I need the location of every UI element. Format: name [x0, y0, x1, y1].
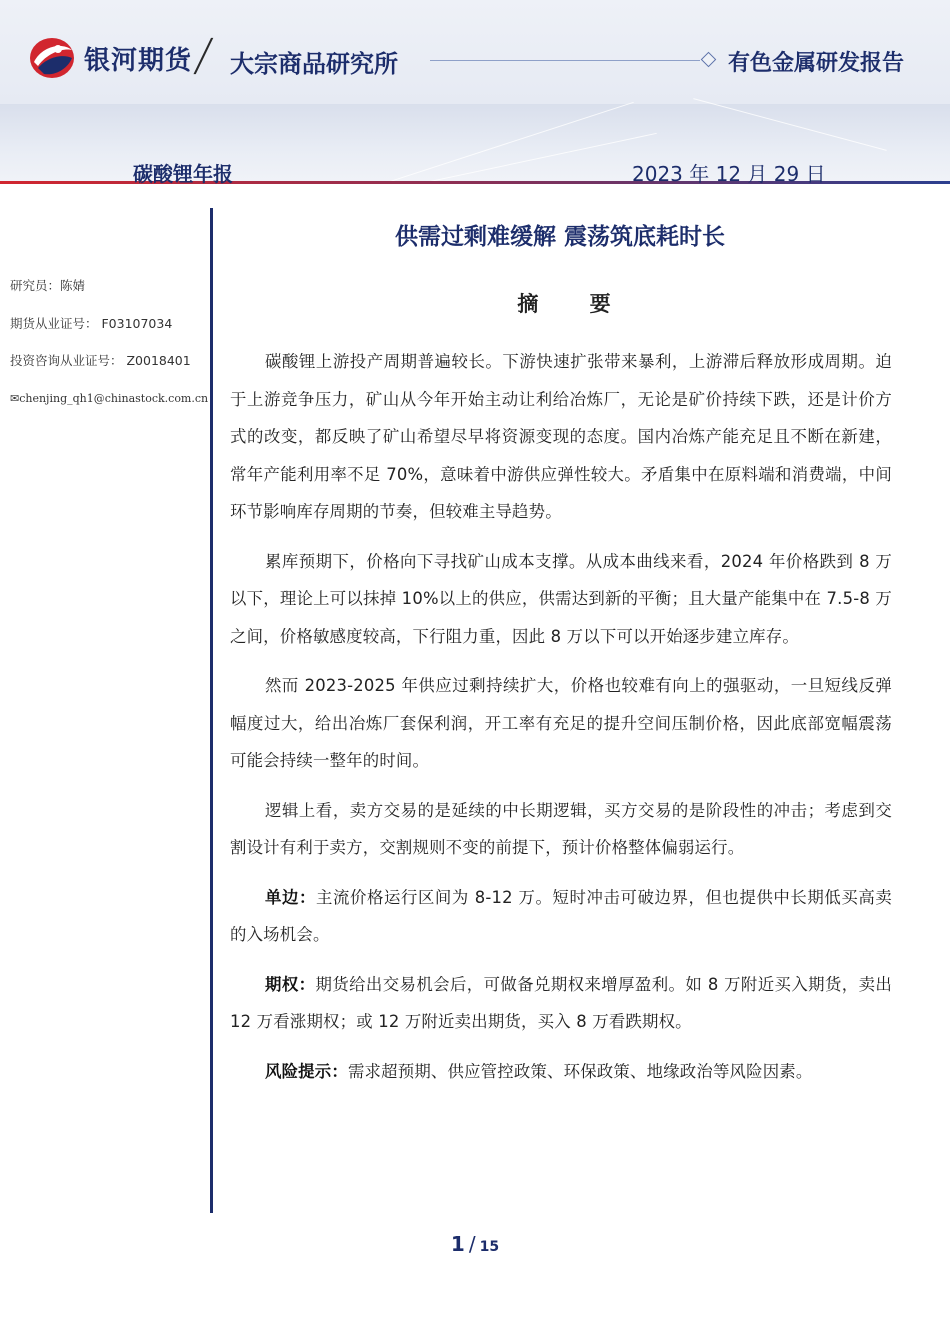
paragraph-label: 期权： — [265, 974, 316, 994]
paragraph-options: 期权：期货给出交易机会后，可做备兑期权来增厚盈利。如 8 万附近买入期货，卖出 12 万看涨期权；或 12 万附近卖出期货，买入 8 万看跌期权。 — [230, 974, 892, 1031]
researcher: 研究员：陈婧 — [10, 278, 86, 293]
galaxy-logo-icon — [28, 36, 76, 80]
institute-name: 大宗商品研究所 — [230, 50, 398, 78]
header-slash: / — [191, 30, 216, 81]
paragraph: 逻辑上看，卖方交易的是延续的中长期逻辑，买方交易的是阶段性的冲击；考虑到交割设计有利于卖方，交割规则不变的前提下，预计价格整体偏弱运行。 — [230, 800, 892, 857]
paragraph: 然而 2023-2025 年供应过剩持续扩大，价格也较难有向上的强驱动，一旦短线反弹幅度过大，给出冶炼厂套保利润，开工率有充足的提升空间压制价格，因此底部宽幅震荡可能会持续一整年的时间。 — [230, 676, 892, 770]
report-type: 有色金属研发报告 — [728, 51, 905, 76]
paragraph: 碳酸锂上游投产周期普遍较长。下游快速扩张带来暴利，上游滞后释放形成周期。迫于上游竞争压力，矿山从今年开始主动让利给冶炼厂，无论是矿价持续下跌，还是计价方式的改变，都反映了矿山希望尽早将资源变现的态度。国内冶炼产能充足且不断在新建，常年产能利用率不足 70%，意味着中游供应弹性较大。矛盾集中在原料端和消费端，中间环节影响库存周期的节奏，但较难主导趋势。 — [230, 352, 892, 521]
page-number: 1 / 15 — [450, 1232, 500, 1256]
paragraph-label: 风险提示： — [265, 1061, 348, 1081]
abstract-body — [230, 343, 892, 1102]
email-row[interactable] — [10, 389, 209, 427]
email-address[interactable]: chenjing_qh1@chinastock.com.cn — [19, 391, 209, 405]
consult-license: 投资咨询从业证号： Z0018401 — [10, 353, 191, 368]
mail-icon: ✉ — [10, 391, 20, 405]
sidebar-divider — [210, 208, 213, 1213]
report-name: 碳酸锂年报 — [133, 162, 233, 186]
header-rule — [430, 60, 700, 61]
paragraph-label: 单边： — [265, 887, 316, 907]
paragraph: 累库预期下，价格向下寻找矿山成本支撑。从成本曲线来看，2024 年价格跌到 8 万以下，理论上可以抹掉 10%以上的供应，供需达到新的平衡；且大量产能集中在 7.5-8 万之间，价格敏感度较高，下行阻力重，因此 8 万以下可以开始逐步建立库存。 — [230, 551, 892, 646]
futures-license: 期货从业证号： F03107034 — [10, 315, 173, 331]
page-title: 供需过剩难缓解 震荡筑底耗时长 — [394, 224, 725, 250]
report-date: 2023 年 12 月 29 日 — [632, 162, 826, 186]
brand-name: 银河期货 — [84, 46, 193, 76]
paragraph-single-side: 单边：主流价格运行区间为 8-12 万。短时冲击可破边界，但也提供中长期低买高卖的入场机会。 — [230, 887, 892, 944]
abstract-heading: 摘 要 — [517, 292, 633, 316]
paragraph-risk: 风险提示：需求超预期、供应管控政策、环保政策、地缘政治等风险因素。 — [265, 1061, 813, 1081]
author-sidebar — [10, 276, 209, 426]
